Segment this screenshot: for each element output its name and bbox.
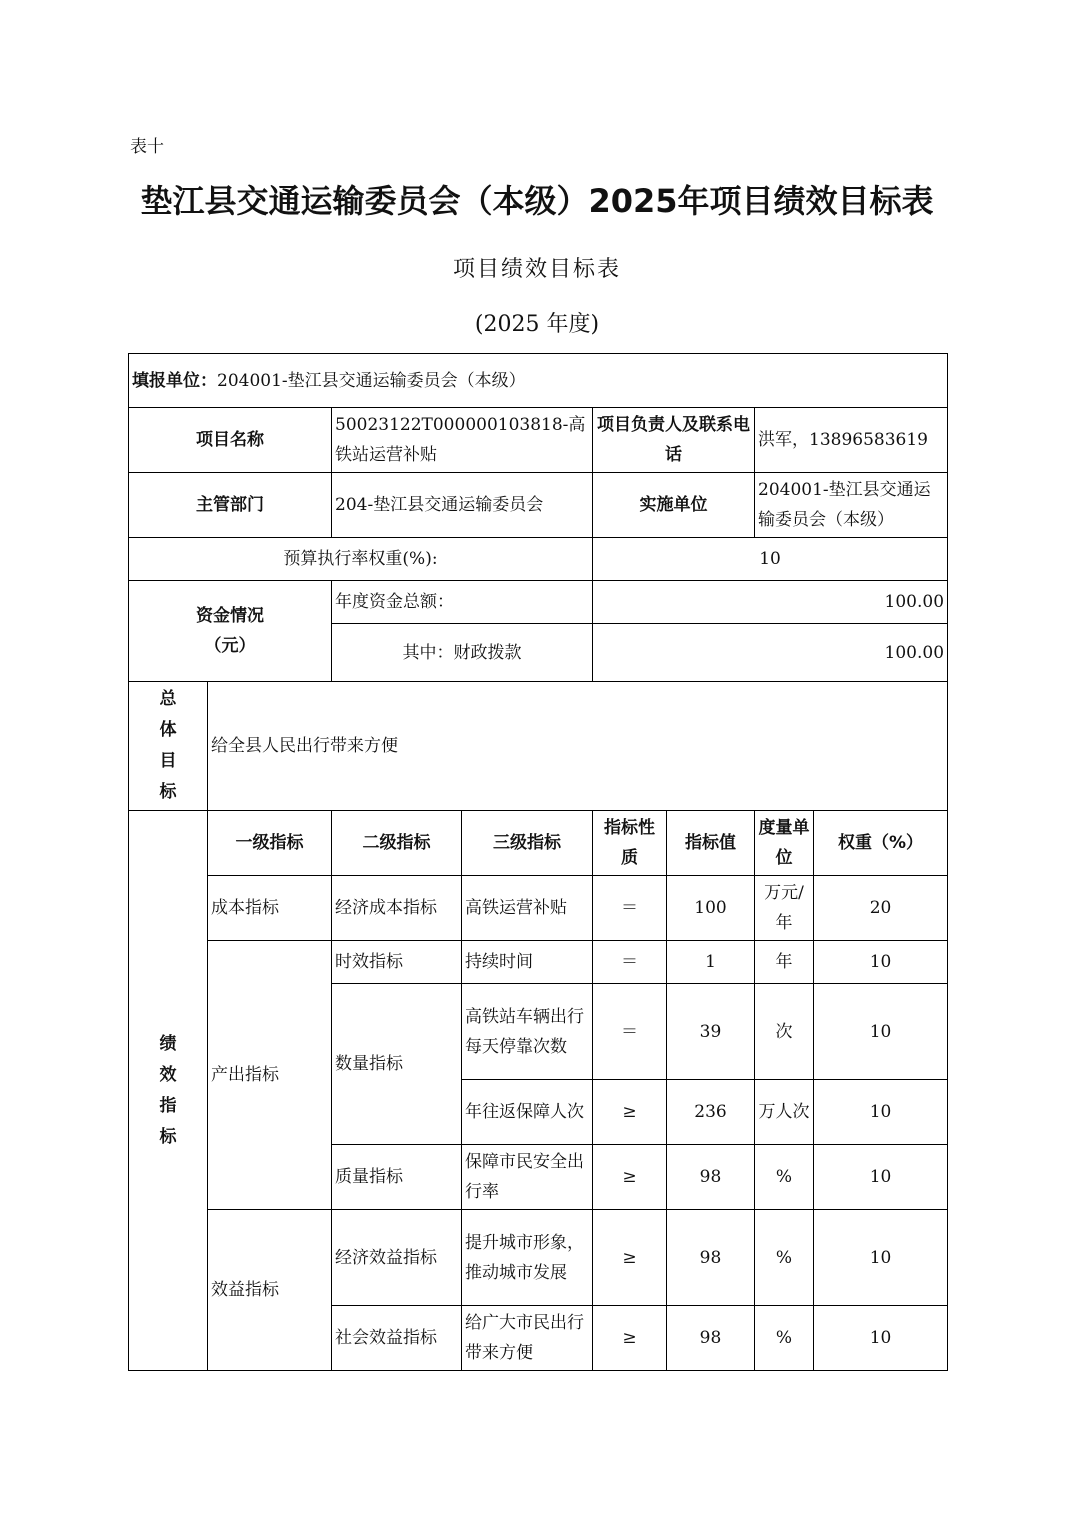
header-level1: 一级指标: [208, 811, 332, 876]
unit-value: 204001-垫江县交通运输委员会（本级）: [217, 370, 526, 391]
indicator-weight: 10: [814, 984, 948, 1080]
fund-label-line2: （元）: [204, 636, 256, 656]
header-level3: 三级指标: [462, 811, 593, 876]
leader-label: 项目负责人及联系电话: [593, 408, 755, 473]
indicator-nature: ≥: [593, 1080, 667, 1145]
indicator-unit: 万元/年: [755, 876, 814, 941]
indicator-value: 39: [667, 984, 755, 1080]
indicator-weight: 10: [814, 1080, 948, 1145]
table-row: [129, 1210, 948, 1306]
unit-row: [129, 354, 948, 408]
indicator-header-row: [129, 811, 948, 876]
level3-indicator: 高铁运营补贴: [462, 876, 593, 941]
dept-label: 主管部门: [129, 473, 332, 538]
header-weight: 权重（%）: [814, 811, 948, 876]
fund-label: [129, 581, 332, 682]
overall-goal-row: [129, 682, 948, 811]
header-nature: 指标性质: [593, 811, 667, 876]
indicator-unit: 年: [755, 941, 814, 984]
impl-value: 204001-垫江县交通运输委员会（本级）: [755, 473, 948, 538]
unit-cell: [129, 354, 948, 408]
level3-indicator: 持续时间: [462, 941, 593, 984]
indicator-value: 98: [667, 1145, 755, 1210]
table-number: 表十: [130, 137, 164, 157]
annual-total-row: [129, 581, 948, 624]
level1-indicator: 成本指标: [208, 876, 332, 941]
leader-value: 洪军，13896583619: [755, 408, 948, 473]
document-year: (2025 年度): [474, 312, 600, 337]
unit-label: 填报单位：: [132, 370, 217, 391]
indicator-nature: ≥: [593, 1210, 667, 1306]
indicator-value: 98: [667, 1210, 755, 1306]
fund-label-line1: 资金情况: [196, 606, 264, 626]
annual-total-label: 年度资金总额：: [332, 581, 593, 624]
level1-indicator: 产出指标: [208, 941, 332, 1210]
dept-value: 204-垫江县交通运输委员会: [332, 473, 593, 538]
indicator-weight: 10: [814, 1210, 948, 1306]
level2-indicator: 质量指标: [332, 1145, 462, 1210]
department-row: [129, 473, 948, 538]
budget-weight-value: 10: [593, 538, 948, 581]
level3-indicator: 年往返保障人次: [462, 1080, 593, 1145]
finance-label: 其中：财政拨款: [332, 624, 593, 682]
indicator-value: 100: [667, 876, 755, 941]
document-title: 垫江县交通运输委员会（本级）2025年项目绩效目标表: [140, 182, 934, 220]
indicator-nature: ＝: [593, 984, 667, 1080]
header-unit: 度量单位: [755, 811, 814, 876]
annual-total-value: 100.00: [593, 581, 948, 624]
indicator-unit: 万人次: [755, 1080, 814, 1145]
project-name-row: [129, 408, 948, 473]
indicator-unit: %: [755, 1145, 814, 1210]
indicator-nature: ＝: [593, 876, 667, 941]
indicator-weight: 10: [814, 1306, 948, 1371]
budget-weight-row: [129, 538, 948, 581]
project-name-value: 50023122T000000103818-高铁站运营补贴: [332, 408, 593, 473]
indicator-unit: 次: [755, 984, 814, 1080]
indicator-section-label: 绩效指标: [129, 811, 208, 1371]
header-level2: 二级指标: [332, 811, 462, 876]
goal-value: 给全县人民出行带来方便: [208, 682, 948, 811]
table-row: [129, 876, 948, 941]
level3-indicator: 提升城市形象，推动城市发展: [462, 1210, 593, 1306]
table-row: [129, 941, 948, 984]
budget-weight-label: 预算执行率权重(%):: [129, 538, 593, 581]
level2-indicator: 经济成本指标: [332, 876, 462, 941]
level3-indicator: 保障市民安全出行率: [462, 1145, 593, 1210]
indicator-weight: 10: [814, 1145, 948, 1210]
indicator-value: 236: [667, 1080, 755, 1145]
indicator-unit: %: [755, 1210, 814, 1306]
header-value: 指标值: [667, 811, 755, 876]
performance-target-table: [128, 353, 948, 1371]
level3-indicator: 给广大市民出行带来方便: [462, 1306, 593, 1371]
project-name-label: 项目名称: [129, 408, 332, 473]
indicator-nature: ≥: [593, 1145, 667, 1210]
level2-indicator: 数量指标: [332, 984, 462, 1145]
indicator-weight: 20: [814, 876, 948, 941]
indicator-value: 1: [667, 941, 755, 984]
level2-indicator: 社会效益指标: [332, 1306, 462, 1371]
indicator-value: 98: [667, 1306, 755, 1371]
indicator-weight: 10: [814, 941, 948, 984]
level2-indicator: 时效指标: [332, 941, 462, 984]
level3-indicator: 高铁站车辆出行每天停靠次数: [462, 984, 593, 1080]
finance-value: 100.00: [593, 624, 948, 682]
level2-indicator: 经济效益指标: [332, 1210, 462, 1306]
indicator-nature: ≥: [593, 1306, 667, 1371]
goal-label: 总体目标: [129, 682, 208, 811]
level1-indicator: 效益指标: [208, 1210, 332, 1371]
indicator-unit: %: [755, 1306, 814, 1371]
impl-label: 实施单位: [593, 473, 755, 538]
document-subtitle: 项目绩效目标表: [452, 257, 621, 282]
indicator-nature: ＝: [593, 941, 667, 984]
